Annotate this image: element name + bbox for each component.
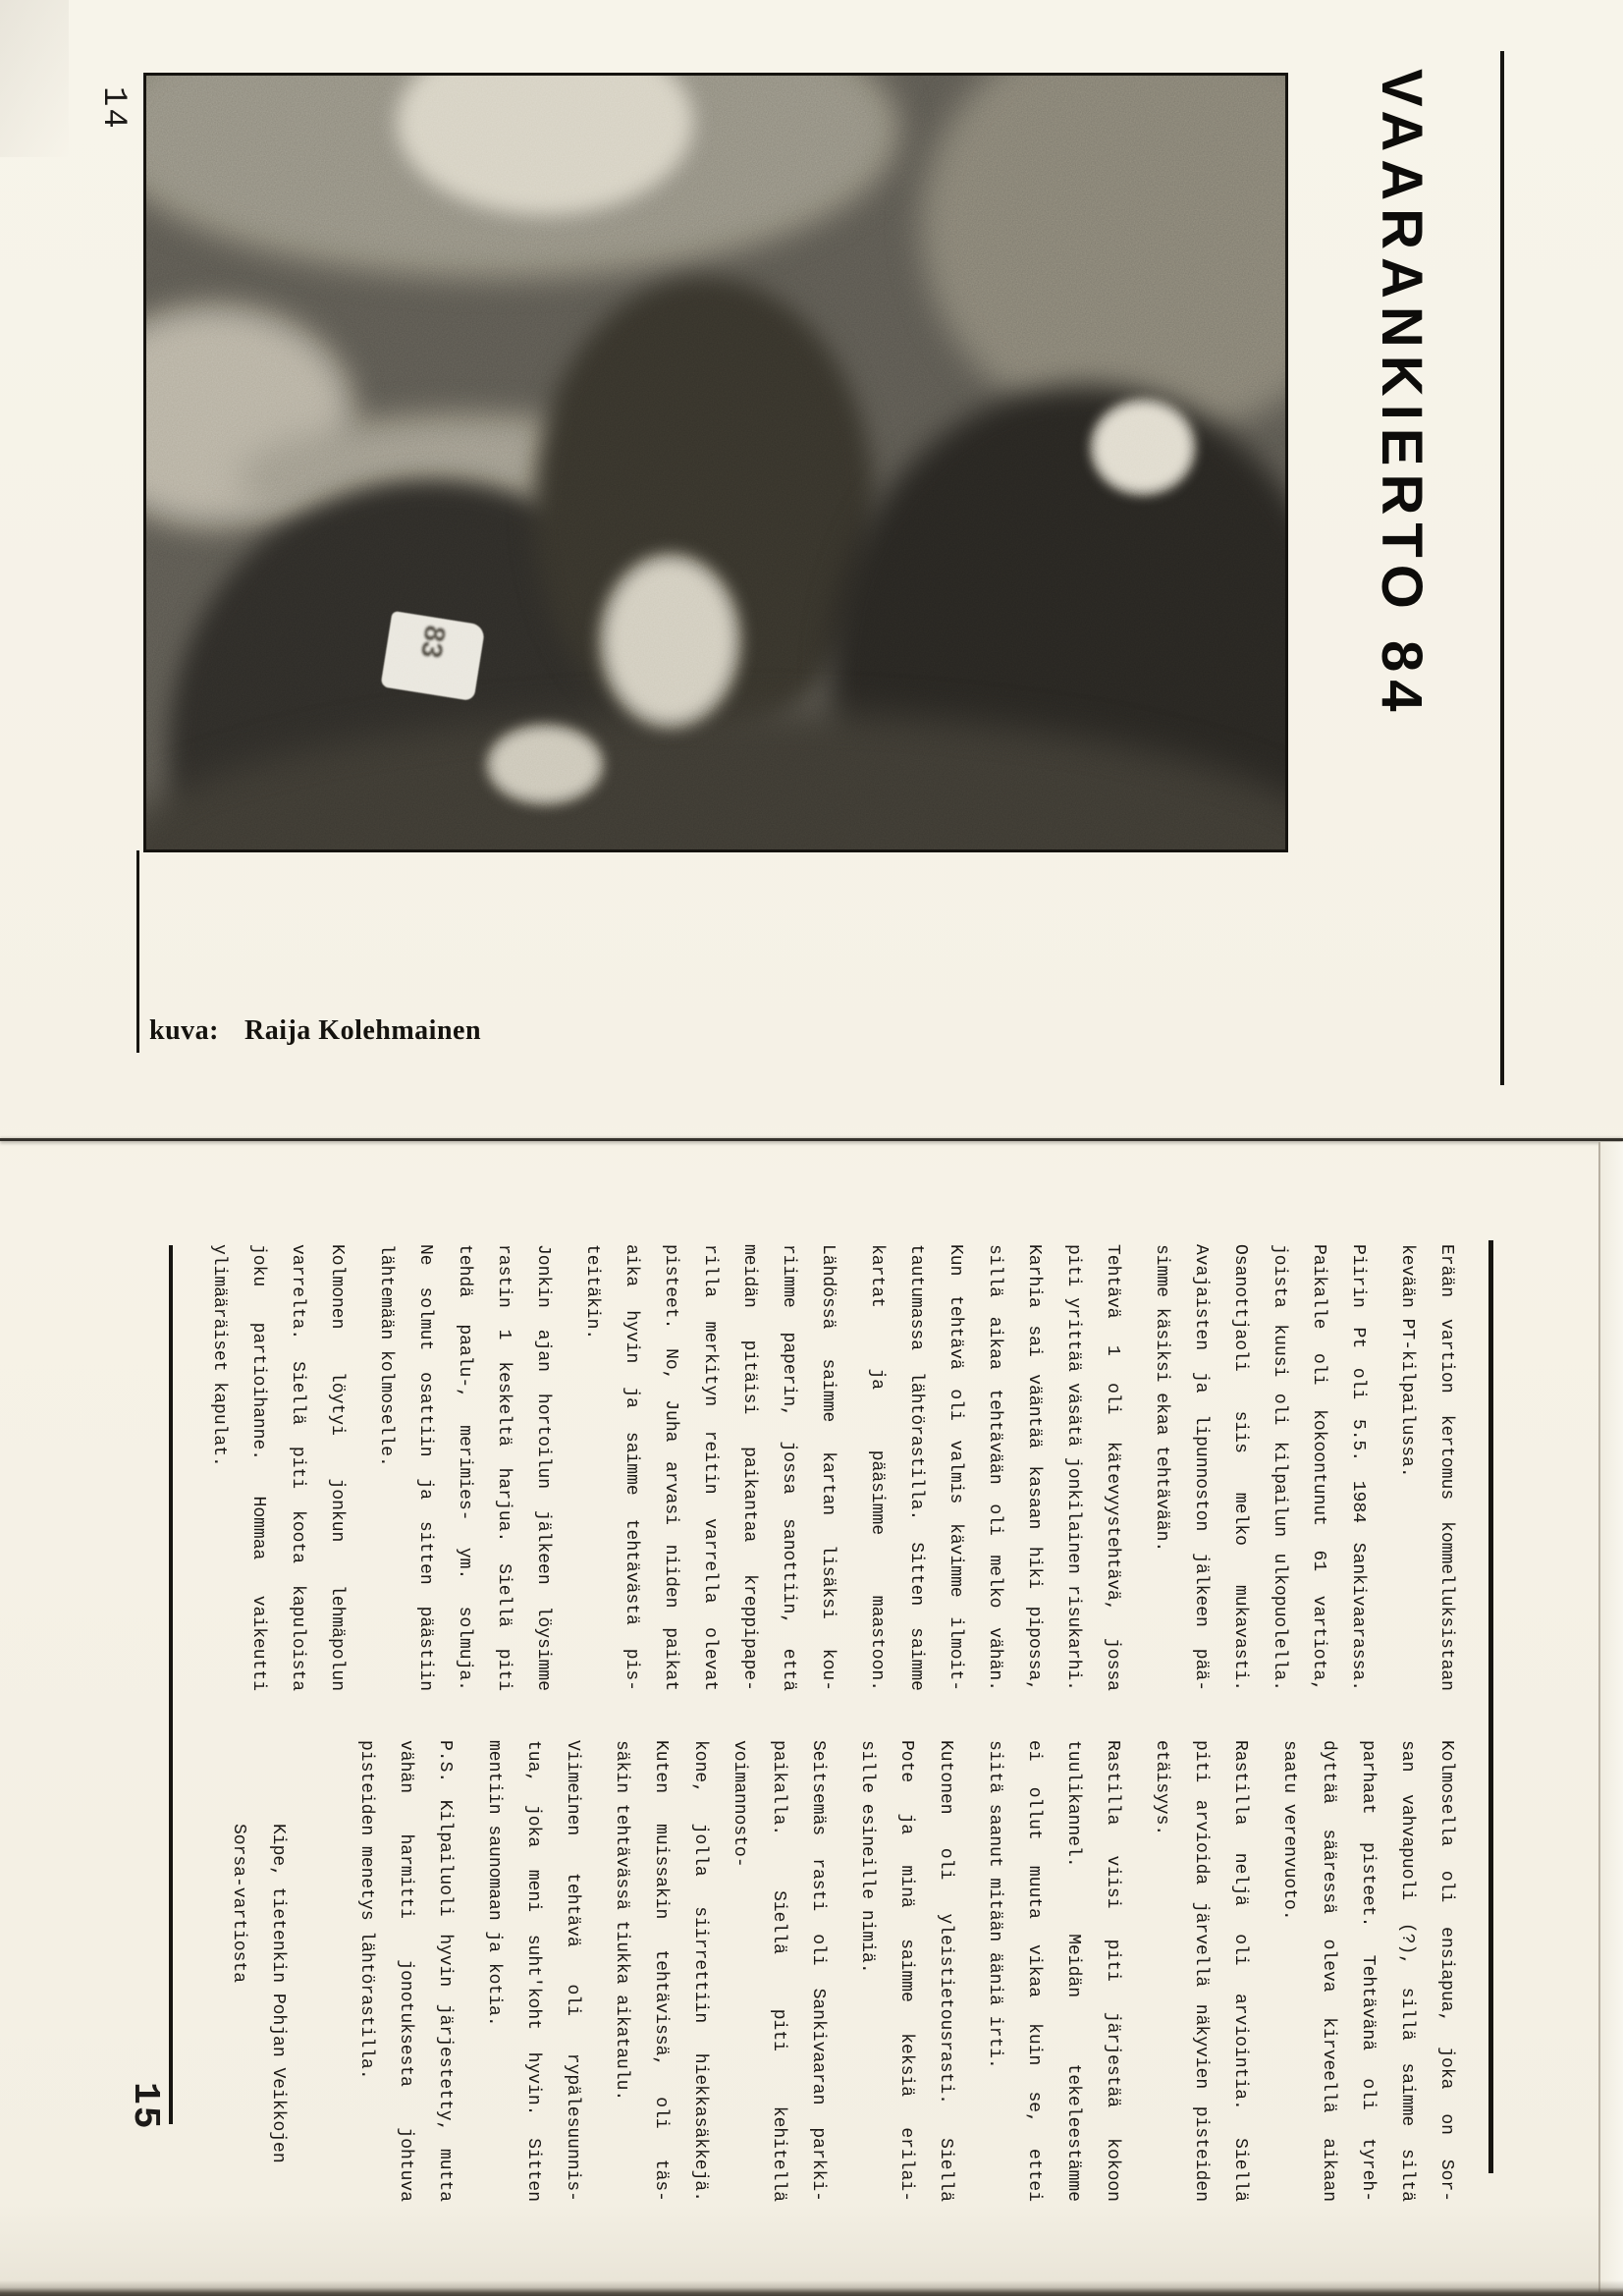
- text-line: parhaat pisteet. Tehtävänä oli tyreh-: [1358, 1740, 1378, 2202]
- text-line: ei ollut muuta vikaa kuin se, ettei: [1024, 1740, 1044, 2202]
- text-line: varrelta. Siellä piti koota kapuloista: [288, 1244, 307, 1691]
- text-line: Ne solmut osattiin ja sitten päästiin: [415, 1244, 435, 1691]
- text-line: kone, jolla siirrettiin hiekkasäkkejä.: [690, 1740, 710, 2202]
- text-line: kartat ja pääsimme maastoon.: [867, 1244, 887, 1691]
- paragraph: [975, 1740, 1132, 2202]
- text-line: meidän pitäisi paikantaa kreppipape-: [739, 1244, 759, 1691]
- caption-photographer: Raija Kolehmainen: [243, 1015, 482, 1046]
- text-line: tautumassa lähtörastilla. Sitten saimme: [906, 1244, 926, 1691]
- text-line: Lähdössä saimme kartan lisäksi kou-: [818, 1244, 838, 1691]
- signature: [219, 1824, 298, 2202]
- text-line: vähän harmitti jonotuksesta johtuva: [396, 1740, 415, 2202]
- photo-grain-texture: [146, 76, 1285, 849]
- paragraph: [602, 1740, 838, 2202]
- text-line: Kun tehtävä oli valmis kävimme ilmoit-: [946, 1244, 965, 1691]
- page15-header-rule: [1488, 1240, 1493, 2173]
- text-line: tua, joka meni suht'koht hyvin. Sitten: [523, 1740, 543, 2202]
- page15-text-block: [101, 1244, 1466, 2285]
- text-line: rilla merkityn reitin varrella olevat: [700, 1244, 720, 1691]
- article-title: VAARANKIERTO 84: [1370, 69, 1434, 720]
- text-column-right: [219, 1740, 1466, 2202]
- text-line: rastin 1 keskeltä harjua. Siellä piti: [494, 1244, 514, 1691]
- text-line: Rastilla viisi piti järjestää kokoon: [1103, 1740, 1122, 2202]
- text-line: paikalla. Siellä piti kehitellä voimannosto-: [730, 1740, 788, 2202]
- signature-line: Sorsa-vartiosta: [229, 1824, 248, 1984]
- text-line: joista kuusi oli kilpailun ulkopuolella.: [1270, 1244, 1289, 1691]
- text-line: lähtemään kolmoselle.: [376, 1244, 396, 1467]
- text-line: tuulikannel. Meidän tekeleestämme: [1063, 1740, 1083, 2202]
- text-line: Rastilla neljä oli arviointia. Siellä: [1230, 1740, 1250, 2202]
- scan-bottom-shadow: [0, 2280, 1623, 2296]
- text-line: Piirin Pt oli 5.5. 1984 Sankivaarassa.: [1348, 1244, 1368, 1691]
- text-line: teitäkin.: [582, 1244, 602, 1340]
- paragraph: [347, 1740, 464, 2202]
- text-line: Erään vartion kertomus kommelluksistaan: [1436, 1244, 1456, 1691]
- page-14: [0, 0, 1623, 1138]
- paragraph: [1142, 1244, 1378, 1691]
- paragraph: [572, 1244, 847, 1691]
- paragraph: [1270, 1740, 1466, 2202]
- text-line: ylimääräiset kapulat.: [209, 1244, 229, 1467]
- text-line: mentiin saunomaan ja kotia.: [484, 1740, 504, 2027]
- paragraph: [474, 1740, 592, 2202]
- signature-line: Kipe, tietenkin Pohjan Veikkojen: [268, 1824, 288, 2163]
- text-line: Viimeinen tehtävä oli rypälesuunnis-: [563, 1740, 582, 2202]
- title-rule: [1500, 51, 1504, 1085]
- text-column-left: [189, 1244, 1466, 1691]
- scan-page-edge-strip: [1600, 1142, 1623, 2296]
- text-line: Kolmonen löytyi jonkun lehmäpolun: [327, 1244, 347, 1691]
- text-line: Tehtävä 1 oli kätevyystehtävä, jossa: [1103, 1244, 1122, 1691]
- page-number-15: 15: [124, 2082, 166, 2131]
- text-line: etäisyys.: [1152, 1740, 1171, 1836]
- caption-rule: [136, 850, 139, 1053]
- scan-page-edge-line: [1598, 1142, 1600, 2296]
- text-line: pisteiden menetys lähtörastilla.: [356, 1740, 376, 2080]
- paragraph: [857, 1244, 1132, 1691]
- text-line: säkin tehtävässä tiukka aikataulu.: [612, 1740, 631, 2102]
- text-line: piti yrittää väsätä jonkilainen risukarhi.: [1063, 1244, 1083, 1691]
- text-line: Seitsemäs rasti oli Sankivaaran parkki-: [808, 1740, 828, 2202]
- text-line: kevään PT-kilpailussa.: [1397, 1244, 1417, 1478]
- text-line: Paikalle oli kokoontunut 61 vartiota,: [1309, 1244, 1328, 1691]
- photo-caption: [149, 1015, 481, 1047]
- paragraph: [366, 1244, 563, 1691]
- text-line: Karhia sai vääntää kasaan hiki pipossa,: [1024, 1244, 1044, 1691]
- page-number-14: 14: [94, 86, 132, 131]
- paragraph: [199, 1244, 356, 1691]
- text-line: simme käsiksi ekaa tehtävään.: [1152, 1244, 1171, 1553]
- text-line: Osanottjaoli siis melko mukavasti.: [1230, 1244, 1250, 1691]
- text-line: tehdä paalu-, merimies- ym. solmuja.: [455, 1244, 474, 1691]
- text-line: Kutonen oli yleistietousrasti. Siellä: [936, 1740, 955, 2202]
- text-line: Pote ja minä saimme keksiä erilai-: [896, 1740, 916, 2202]
- caption-label: kuva:: [149, 1015, 219, 1046]
- text-line: sille esineille nimiä.: [857, 1740, 877, 1974]
- text-line: sillä aikaa tehtävään oli melko vähän.: [985, 1244, 1004, 1691]
- text-line: aika hyvin ja saimme tehtävästä pis-: [622, 1244, 641, 1691]
- text-line: san vahvapuoli (?), sillä saimme siltä: [1397, 1740, 1417, 2202]
- text-line: joku partioihanne. Hommaa vaikeutti: [248, 1244, 268, 1691]
- text-line: siitä saanut mitään ääniä irti.: [985, 1740, 1004, 2069]
- text-line: Jonkin ajan hortoilun jälkeen löysimme: [533, 1244, 553, 1691]
- text-line: riimme paperin, jossa sanottiin, että: [779, 1244, 798, 1691]
- text-line: pisteet. No, Juha arvasi niiden paikat: [661, 1244, 680, 1691]
- text-line: Kuten muissakin tehtävissä, oli täs-: [651, 1740, 671, 2202]
- text-line: Kolmosella oli ensiapua, joka on Sor-: [1436, 1740, 1456, 2202]
- text-line: dyttää sääressä oleva kirveellä aikaan: [1319, 1740, 1338, 2202]
- paragraph: [1142, 1740, 1260, 2202]
- text-line: Avajaisten ja lipunnoston jälkeen pää-: [1191, 1244, 1211, 1691]
- scan-corner-shade: [0, 0, 69, 157]
- photo: [143, 73, 1288, 852]
- paragraph: [847, 1740, 965, 2202]
- paragraph: [1387, 1244, 1466, 1691]
- text-line: piti arvioida järvellä näkyvien pisteiden: [1191, 1740, 1211, 2202]
- text-line: P.S. Kilpailuoli hyvin järjestetty, mutta: [435, 1740, 455, 2202]
- text-line: saatu verenvuoto.: [1279, 1740, 1299, 1921]
